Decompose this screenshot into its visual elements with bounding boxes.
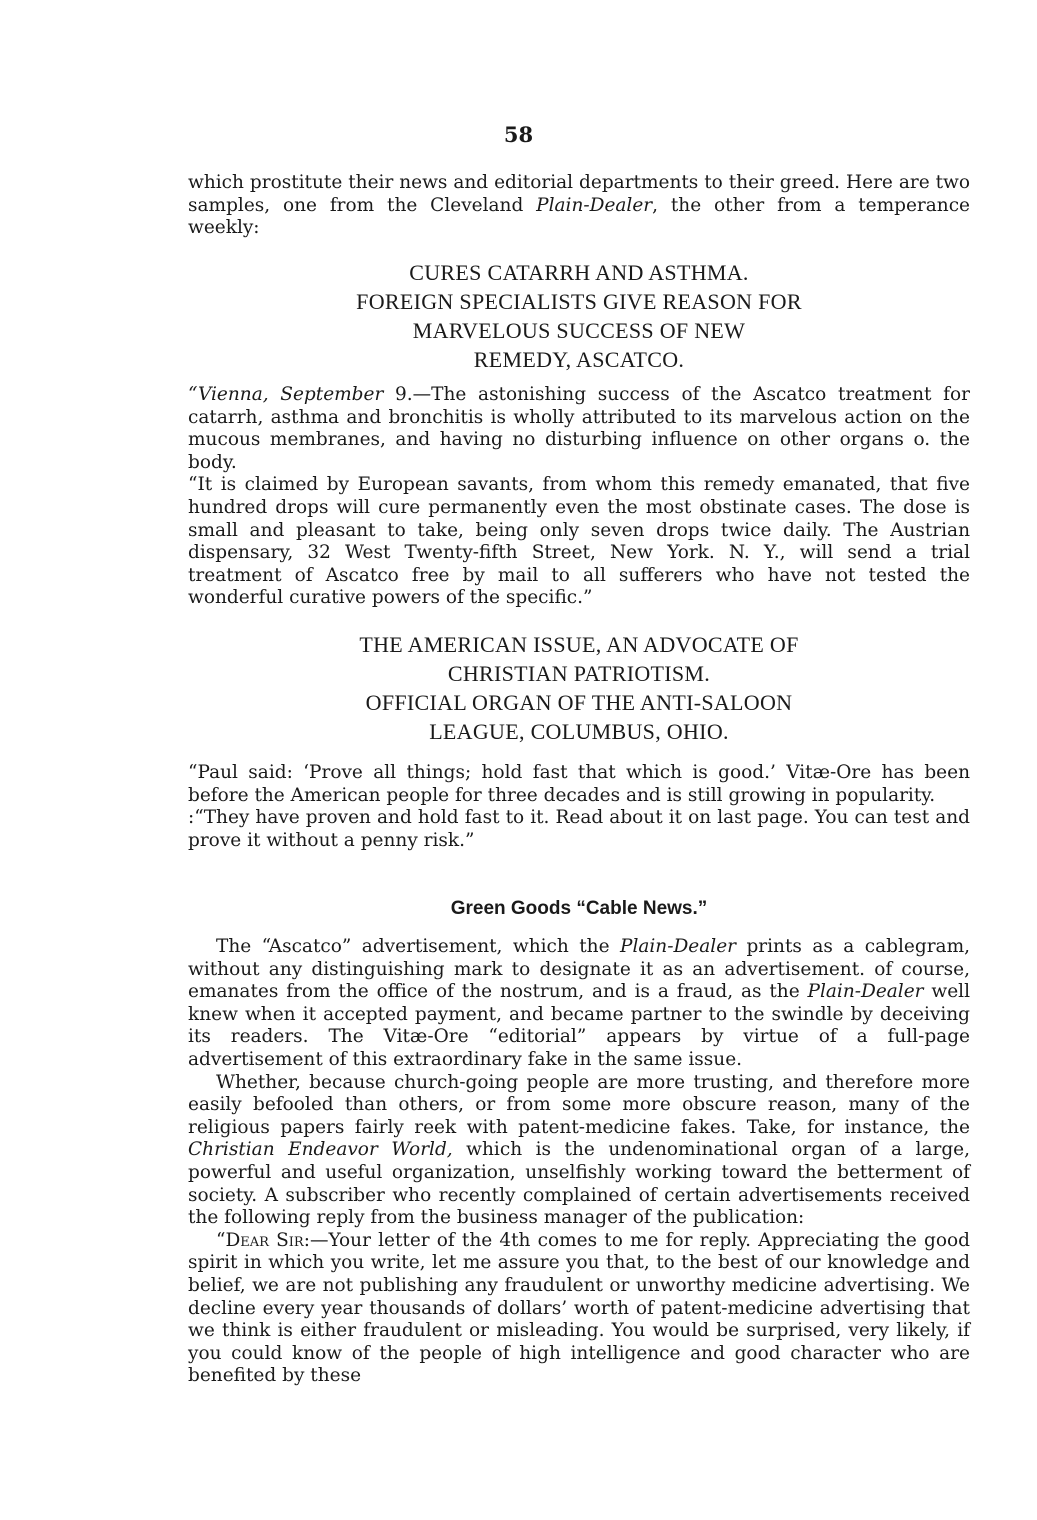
intro-text-1: which prostitute their news and editorial departments to their greed. Here are two samples, one from the Cleveland	[188, 172, 970, 216]
text-run: Whether, because church-going people are more trusting, and therefore more easily befooled than others, or from some more obscure reason, many of the religious papers fairly reek with patent-medicine fakes. Take, for instance, the	[188, 1071, 970, 1138]
headline-line: FOREIGN SPECIALISTS GIVE REASON FOR	[356, 289, 802, 314]
ascatco-headline	[188, 258, 970, 374]
letter-paragraph	[188, 1230, 970, 1388]
quote-paragraph: :“They have proven and hold fast to it. Read about it on last page. You can test and prove it without a penny risk.”	[188, 807, 970, 851]
newspaper-title: Plain-Dealer	[620, 936, 736, 957]
letter-salutation: “Dear Sir:	[216, 1229, 310, 1251]
letter-text: —Your letter of the 4th comes to me for reply. Appreciating the good spirit in which you write, let me assure you that, to the best of our knowledge and belief, we are not publishing any fraudulent or unworthy medicine advertising. We decline every year thousands of dollars’ worth of patent-medicine advertising that we think is either fraudulent or misleading. You would be surprised, very likely, if you could know of the people of high intelligence and good character who are benefited by these	[188, 1229, 970, 1387]
intro-text-2: , the other from a temperance weekly:	[188, 194, 971, 239]
newspaper-title: Plain-Dealer	[807, 981, 924, 1003]
section-subheading: Green Goods “Cable News.”	[450, 898, 708, 919]
quote-paragraph: “It is claimed by European savants, from whom this remedy emanated, that five hundred drops will cure permanently even the most obstinate cases. The dose is small and pleasant to take, being only seven drops twice daily. The Austrian dispensary, 32 West Twenty-fifth Street, New York. N. Y., will send a trial treatment of Ascatco free by mail to all sufferers who have not tested the wonderful curative powers of the specific.”	[188, 474, 970, 609]
headline-line: REMEDY, ASCATCO.	[473, 347, 685, 372]
text-run: prints as a cablegram, without any distinguishing mark to designate it as an advertisement. of course, emanates from the office of the nostrum, and is a fraud, as the	[188, 936, 971, 1003]
headline-line: MARVELOUS SUCCESS OF NEW	[412, 318, 746, 343]
headline-line: LEAGUE, COLUMBUS, OHIO.	[429, 719, 729, 744]
newspaper-title: Plain-Dealer	[536, 194, 653, 216]
body-paragraph	[188, 1072, 970, 1230]
intro-paragraph	[188, 172, 970, 240]
text-run: well knew when it accepted payment, and became partner to the swindle by deceiving its readers. The Vitæ-Ore “editorial” appears by virtue of a full-page advertisement of this extraordinary fake in the same issue.	[188, 981, 970, 1070]
headline-line: CURES CATARRH AND ASTHMA.	[409, 260, 749, 285]
text-run: which is the undenominational organ of a large, powerful and useful organization, unselfishly working toward the betterment of society. A subscriber who recently complained of certain advertisements received the following reply from the business manager of the publication:	[188, 1139, 970, 1229]
american-issue-headline	[188, 630, 970, 746]
vitae-ore-quote	[188, 762, 970, 852]
ascatco-quote	[188, 384, 970, 610]
body-paragraph	[188, 936, 970, 1072]
text-run: The “Ascatco” advertisement, which the	[216, 936, 620, 957]
quote-paragraph: “Paul said: ‘Prove all things; hold fast that which is good.’ Vitæ-Ore has been before the American people for three decades and is still growing in popularity.	[188, 762, 970, 806]
headline-line: OFFICIAL ORGAN OF THE ANTI-SALOON	[365, 690, 793, 715]
quote-paragraph: 9.—The astonishing success of the Ascatco treatment for catarrh, asthma and bronchitis is wholly attributed to its marvelous action on the mucous membranes, and having no disturbing influence on other organs o. the body.	[188, 384, 970, 473]
headline-line: THE AMERICAN ISSUE, AN ADVOCATE OF	[359, 632, 799, 657]
page-number: 58	[503, 122, 534, 147]
body-text	[188, 936, 970, 1388]
publication-title: Christian Endeavor World,	[188, 1139, 453, 1161]
headline-line: CHRISTIAN PATRIOTISM.	[447, 661, 711, 686]
dateline: “Vienna, September	[188, 384, 384, 405]
